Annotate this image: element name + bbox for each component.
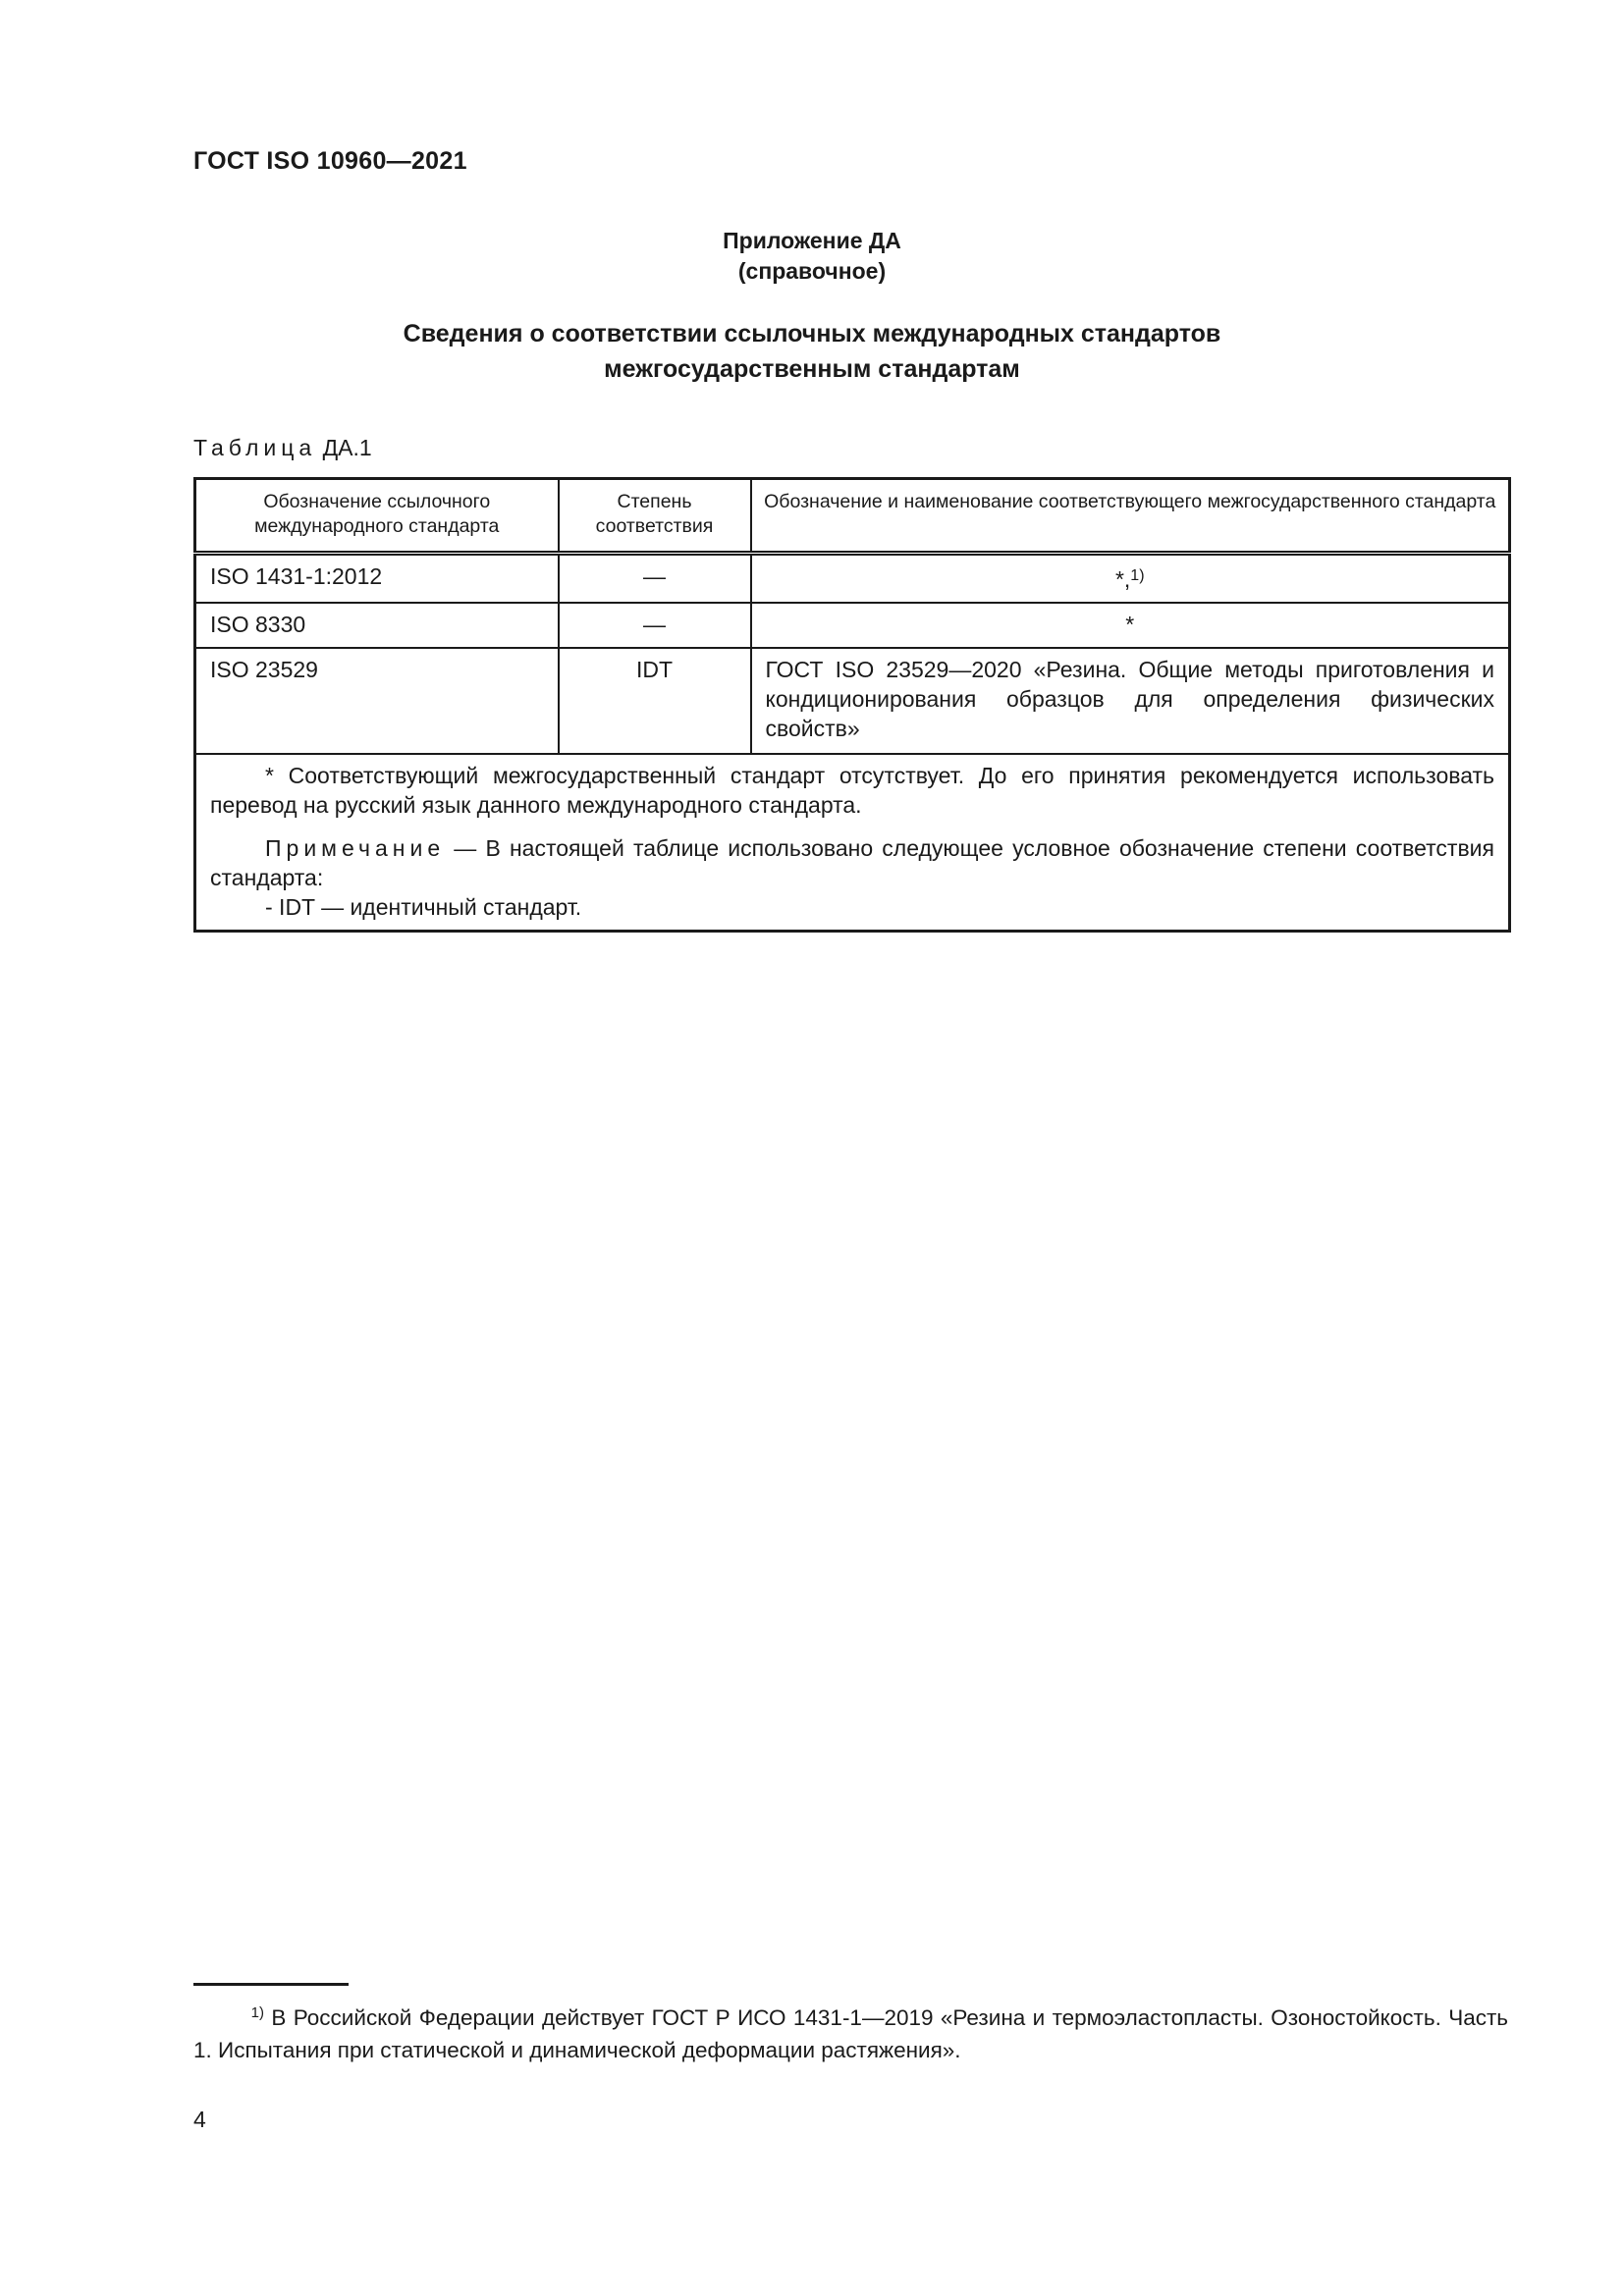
table-row	[195, 648, 1510, 754]
cell-gost: *	[751, 603, 1510, 648]
annex-status: (справочное)	[737, 258, 887, 284]
table-notes	[195, 754, 1510, 932]
note-word: Примечание	[265, 835, 446, 861]
asterisk-note: * Соответствующий межгосударственный стандарт отсутствует. До его принятия рекомендуется использовать перевод на русский язык данного международного стандарта.	[210, 763, 1494, 818]
cell-gost-text: *,	[1114, 566, 1131, 592]
table-header-row	[195, 479, 1510, 554]
cell-gost	[751, 554, 1510, 604]
annex-heading	[0, 226, 1624, 287]
note-text: — В настоящей таблице использовано следующее условное обозначение степени соответствия стандарта:	[210, 835, 1494, 890]
cell-gost: ГОСТ ISO 23529—2020 «Резина. Общие методы приготовления и кондиционирования образцов для определения физических свойств»	[751, 648, 1510, 754]
footnote	[193, 1997, 1508, 2066]
annex-title-line-1: Сведения о соответствии ссылочных международных стандартов	[403, 320, 1221, 347]
cell-ref: ISO 23529	[195, 648, 559, 754]
cell-degree: IDT	[559, 648, 751, 754]
footnote-mark: 1)	[250, 2004, 264, 2021]
table-label-word: Таблица	[193, 435, 317, 460]
column-header-degree: Степень соответствия	[559, 479, 751, 554]
table-row	[195, 554, 1510, 604]
cell-degree: —	[559, 603, 751, 648]
table-label	[193, 435, 372, 461]
cell-ref: ISO 8330	[195, 603, 559, 648]
note-item: - IDT — идентичный стандарт.	[265, 894, 582, 920]
correspondence-table	[193, 477, 1511, 933]
footnote-ref: 1)	[1130, 567, 1145, 584]
document-code: ГОСТ ISO 10960—2021	[193, 147, 467, 175]
table-label-number: ДА.1	[322, 435, 372, 460]
cell-degree: —	[559, 554, 751, 604]
note-paragraph	[210, 833, 1494, 892]
annex-title	[0, 316, 1624, 387]
annex-name: Приложение ДА	[723, 228, 901, 253]
footnote-text: В Российской Федерации действует ГОСТ Р ИСО 1431-1—2019 «Резина и термоэластопласты. Озоностойкость. Часть 1. Испытания при статической и динамической деформации растяжения».	[193, 2005, 1508, 2062]
footnote-rule	[193, 1983, 349, 1986]
table-notes-row	[195, 754, 1510, 932]
page-number: 4	[193, 2107, 206, 2132]
cell-ref: ISO 1431-1:2012	[195, 554, 559, 604]
annex-title-line-2: межгосударственным стандартам	[604, 355, 1020, 383]
column-header-ref: Обозначение ссылочного международного стандарта	[195, 479, 559, 554]
column-header-gost: Обозначение и наименование соответствующего межгосударственного стандарта	[751, 479, 1510, 554]
table-row	[195, 603, 1510, 648]
